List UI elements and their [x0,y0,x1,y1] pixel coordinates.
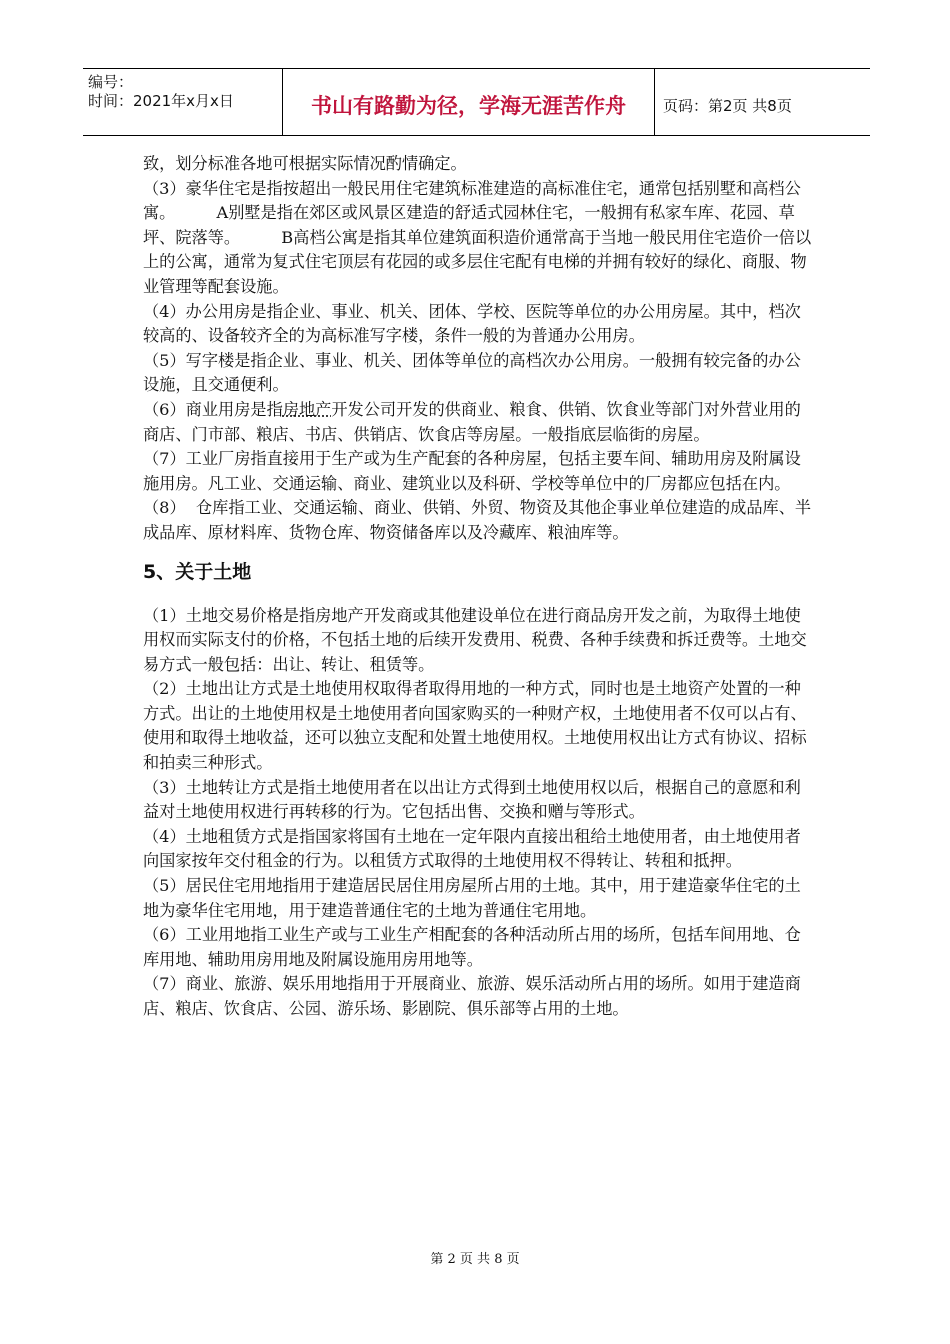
paragraph: （1）土地交易价格是指房地产开发商或其他建设单位在进行商品房开发之前，为取得土地使用权而实际支付的价格，不包括土地的后续开发费用、税费、各种手续费和拆迁费等。土地交易方式一般包括：出让、转让、租赁等。 [143,605,807,674]
header-motto: 书山有路勤为径，学海无涯苦作舟 [283,69,655,135]
paragraph: （3）豪华住宅是指按超出一般民用住宅建筑标准建造的高标准住宅，通常包括别墅和高档公寓。 A别墅是指在郊区或风景区建造的舒适式园林住宅，一般拥有私家车库、花园、草坪、院落等。 B高档公寓是指其单位建筑面积造价通常高于当地一般民用住宅造价一倍以上的公寓，通常为复式住宅顶层有花园的或多层住宅配有电梯的并拥有较好的绿化、商服、物业管理等配套设施。 [143,178,812,296]
page-header [83,68,870,136]
paragraph: （4）办公用房是指企业、事业、机关、团体、学校、医院等单位的办公用房屋。其中，档次较高的、设备较齐全的为高标准写字楼，条件一般的为普通办公用房。 [143,301,801,346]
paragraph: 致，划分标准各地可根据实际情况酌情确定。 [143,154,467,173]
document-body [143,152,815,1022]
paragraph: （7）工业厂房指直接用于生产或为生产配套的各种房屋，包括主要车间、辅助用房及附属设施用房。凡工业、交通运输、商业、建筑业以及科研、学校等单位中的厂房都应包括在内。 [143,449,801,493]
header-page-info: 页码：第2页 共8页 [663,96,792,115]
paragraph: （3）土地转让方式是指土地使用者在以出让方式得到土地使用权以后，根据自己的意愿和利益对土地使用权进行再转移的行为。它包括出售、交换和赠与等形式。 [143,777,801,822]
paragraph-text: （6）商业用房是指 [143,399,283,419]
section-heading: 5、关于土地 [143,560,252,583]
paragraph: （6）工业用地指工业生产或与工业生产相配套的各种活动所占用的场所，包括车间用地、仓库用地、辅助用房用地及附属设施用房用地等。 [143,925,801,969]
paragraph [143,398,815,447]
paragraph: （7）商业、旅游、娱乐用地指用于开展商业、旅游、娱乐活动所占用的场所。如用于建造商店、粮店、饮食店、公园、游乐场、影剧院、俱乐部等占用的土地。 [143,974,801,1018]
header-meta [83,69,283,135]
page-footer: 第 2 页 共 8 页 [430,1252,520,1267]
paragraph: （5）居民住宅用地指用于建造居民居住用房屋所占用的土地。其中，用于建造豪华住宅的土地为豪华住宅用地，用于建造普通住宅的土地为普通住宅用地。 [143,876,801,920]
paragraph: （8） 仓库指工业、交通运输、商业、供销、外贸、物资及其他企事业单位建造的成品库、半成品库、原材料库、货物仓库、物资储备库以及冷藏库、粮油库等。 [143,498,812,542]
paragraph-text: 开发公司开发的供商业、粮食、供销、饮食业等部门对外营业用的商店、门市部、粮店、书店、供销店、饮食店等房屋。一般指底层临街的房屋。 [143,399,801,444]
time-label: 时间：2021年x月x日 [88,92,234,110]
paragraph: （2）土地出让方式是土地使用权取得者取得用地的一种方式，同时也是土地资产处置的一种方式。出让的土地使用权是土地使用者向国家购买的一种财产权，土地使用者不仅可以占有、使用和取得土地收益，还可以独立支配和处置土地使用权。土地使用权出让方式有协议、招标和拍卖三种形式。 [143,679,807,773]
number-label: 编号： [88,73,134,91]
paragraph: （5）写字楼是指企业、事业、机关、团体等单位的高档次办公用房。一般拥有较完备的办公设施，且交通便利。 [143,350,801,395]
real-estate-link[interactable]: 房地产 [282,399,332,419]
paragraph: （4）土地租赁方式是指国家将国有土地在一定年限内直接出租给土地使用者，由土地使用者向国家按年交付租金的行为。以租赁方式取得的土地使用权不得转让、转租和抵押。 [143,826,801,871]
